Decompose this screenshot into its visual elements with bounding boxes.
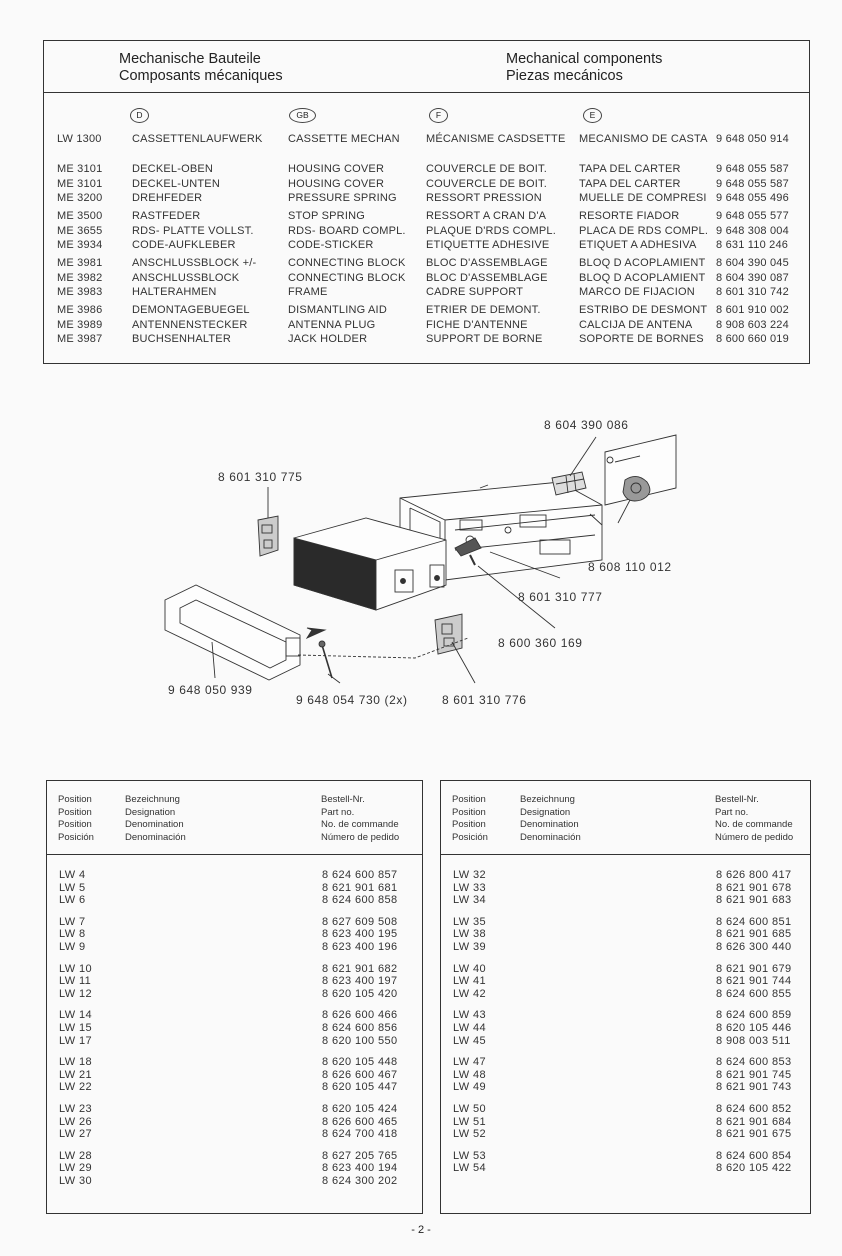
part-de: RASTFEDER (132, 210, 201, 222)
parts-col-en (288, 132, 400, 147)
part-en: CASSETTE MECHAN (288, 133, 400, 145)
header-text: Denomination (125, 819, 184, 830)
part-es: RESORTE FIADOR (579, 210, 680, 222)
table-row-position: LW 52 (453, 1128, 486, 1141)
connecting-block-drawing (552, 472, 586, 495)
table-row-part-no: 8 626 600 466 (322, 1009, 398, 1022)
part-fr: RESSORT A CRAN D'A (426, 210, 547, 222)
right-partno-column (716, 869, 792, 1175)
table-row-position: LW 51 (453, 1115, 486, 1128)
header-text: Posición (58, 831, 94, 843)
part-es: TAPA DEL CARTER (579, 177, 681, 190)
diagram-label: 8 601 310 775 (218, 470, 303, 484)
table-row-part-no: 8 624 600 858 (322, 894, 398, 907)
part-de: DECKEL-UNTEN (132, 177, 220, 190)
col-header-part-no (715, 794, 793, 844)
part-en: CONNECTING BLOCK (288, 271, 406, 284)
part-de: DREHFEDER (132, 192, 203, 204)
header-text: No. de commande (715, 819, 793, 830)
part-fr: ETRIER DE DEMONT. (426, 304, 541, 316)
diagram-label: 8 600 360 169 (498, 636, 583, 650)
header-text: Bezeichnung (520, 794, 575, 805)
table-row-part-no: 8 908 003 511 (716, 1034, 791, 1047)
part-nr: 9 648 055 587 (716, 177, 789, 190)
jack-holder-drawing (605, 435, 676, 523)
part-en: HOUSING COVER (288, 163, 385, 175)
part-nr: 9 648 055 577 (716, 210, 789, 222)
table-row-position: LW 4 (59, 869, 86, 881)
part-es: CALCIJA DE ANTENA (579, 318, 693, 331)
part-nr: 9 648 055 496 (716, 192, 789, 204)
table-row-position: LW 17 (59, 1034, 92, 1047)
part-de: DECKEL-OBEN (132, 163, 214, 175)
part-nr: 8 600 660 019 (716, 333, 789, 345)
table-row-position: LW 42 (453, 987, 486, 1000)
part-fr: FICHE D'ANTENNE (426, 318, 528, 331)
exploded-view-diagram (0, 380, 842, 720)
header-text: Número de pedido (715, 831, 794, 843)
left-position-column (59, 869, 92, 1187)
table-row-position: LW 41 (453, 975, 486, 988)
title-english: Mechanical components (506, 51, 663, 67)
part-nr: 8 604 390 087 (716, 271, 789, 284)
leader-line (570, 437, 596, 476)
part-es: BLOQ D ACOPLAMIENT (579, 257, 706, 269)
part-fr: BLOC D'ASSEMBLAGE (426, 257, 548, 269)
diagram-label: 8 601 310 777 (518, 590, 603, 604)
parts-table-left (46, 780, 423, 1214)
table-row-part-no: 8 621 901 681 (322, 881, 398, 894)
header-text: Posición (452, 831, 488, 843)
part-nr: 8 604 390 045 (716, 257, 789, 269)
table-row-position: LW 49 (453, 1081, 486, 1094)
leader-line (452, 642, 475, 683)
table-row-position: LW 29 (59, 1162, 92, 1175)
part-nr: 8 908 603 224 (716, 318, 789, 331)
part-es: MUELLE DE COMPRESI (579, 192, 707, 204)
col-header-part-no (321, 794, 399, 844)
header-text: Position (452, 819, 486, 830)
part-de: ANTENNENSTECKER (132, 318, 248, 331)
lang-badge-f: F (429, 108, 448, 123)
leader-line (328, 674, 340, 683)
part-pos: ME 3500 (57, 210, 103, 222)
part-fr: RESSORT PRESSION (426, 192, 542, 204)
table-row-position: LW 53 (453, 1149, 486, 1162)
parts-col-nr (716, 132, 789, 147)
header-text: Denominación (520, 831, 581, 843)
table-row-position: LW 23 (59, 1102, 92, 1115)
part-fr: BLOC D'ASSEMBLAGE (426, 271, 548, 284)
table-row-position: LW 6 (59, 894, 86, 907)
table-row-position: LW 47 (453, 1056, 486, 1069)
part-es: MECANISMO DE CASTA (579, 133, 708, 145)
table-row-position: LW 48 (453, 1068, 486, 1081)
header-text: No. de commande (321, 819, 399, 830)
diagram-label: 9 648 050 939 (168, 683, 253, 697)
title-french: Composants mécaniques (119, 68, 283, 84)
table-row-part-no: 8 624 600 851 (716, 915, 792, 928)
table-row-part-no: 8 621 901 682 (322, 962, 398, 975)
title-spanish: Piezas mecánicos (506, 68, 623, 84)
part-pos: ME 3101 (57, 163, 103, 175)
table-row-part-no: 8 624 600 852 (716, 1102, 792, 1115)
header-text: Position (58, 806, 92, 818)
table-row-part-no: 8 623 400 195 (322, 928, 398, 941)
part-es: MARCO DE FIJACION (579, 286, 695, 298)
parts-col-position (57, 132, 102, 147)
part-es: TAPA DEL CARTER (579, 163, 681, 175)
table-row-part-no: 8 620 105 420 (322, 987, 398, 1000)
table-divider (47, 854, 422, 855)
table-row-position: LW 54 (453, 1162, 486, 1175)
table-row-part-no: 8 620 105 448 (322, 1056, 398, 1069)
part-fr: ETIQUETTE ADHESIVE (426, 239, 550, 251)
header-text: Position (58, 819, 92, 830)
parts-group-position (57, 162, 102, 347)
table-row-position: LW 26 (59, 1115, 92, 1128)
col-header-position (58, 794, 94, 844)
insert-arrow-icon (307, 628, 325, 638)
header-text: Position (452, 794, 486, 805)
part-pos: ME 3986 (57, 304, 103, 316)
part-nr: 9 648 308 004 (716, 224, 789, 237)
diagram-label: 8 601 310 776 (442, 693, 527, 707)
table-row-position: LW 43 (453, 1009, 486, 1022)
part-pos: ME 3655 (57, 224, 103, 237)
col-header-designation (125, 794, 186, 844)
table-row-part-no: 8 624 600 859 (716, 1009, 792, 1022)
part-pos: ME 3934 (57, 239, 103, 251)
part-de: ANSCHLUSSBLOCK +/- (132, 257, 257, 269)
part-en: RDS- BOARD COMPL. (288, 224, 406, 237)
table-row-part-no: 8 624 300 202 (322, 1174, 398, 1187)
header-text: Denomination (520, 819, 579, 830)
table-row-part-no: 8 621 901 678 (716, 881, 792, 894)
part-fr: CADRE SUPPORT (426, 286, 524, 298)
table-row-part-no: 8 621 901 679 (716, 962, 792, 975)
table-row-position: LW 39 (453, 940, 486, 953)
table-row-position: LW 22 (59, 1081, 92, 1094)
page-number: - 2 - (411, 1224, 431, 1236)
table-row-position: LW 12 (59, 987, 92, 1000)
part-es: SOPORTE DE BORNES (579, 333, 704, 345)
part-de: CASSETTENLAUFWERK (132, 133, 263, 145)
table-row-part-no: 8 621 901 743 (716, 1081, 792, 1094)
table-row-position: LW 34 (453, 894, 486, 907)
part-de: RDS- PLATTE VOLLST. (132, 224, 254, 237)
part-nr: 9 648 055 587 (716, 163, 789, 175)
table-row-part-no: 8 626 300 440 (716, 940, 792, 953)
header-text: Position (58, 794, 92, 805)
parts-group-es (579, 162, 708, 347)
table-row-position: LW 32 (453, 869, 486, 881)
table-row-position: LW 8 (59, 928, 86, 941)
table-row-part-no: 8 621 901 685 (716, 928, 792, 941)
header-text: Bezeichnung (125, 794, 180, 805)
part-pos: ME 3981 (57, 257, 103, 269)
part-fr: COUVERCLE DE BOIT. (426, 163, 547, 175)
part-en: JACK HOLDER (288, 333, 368, 345)
header-text: Part no. (321, 806, 355, 818)
header-text: Bestell-Nr. (321, 794, 365, 805)
part-pos: ME 3982 (57, 271, 103, 284)
right-position-column (453, 869, 486, 1175)
table-row-position: LW 45 (453, 1034, 486, 1047)
table-divider (441, 854, 810, 855)
part-pos: ME 3989 (57, 318, 103, 331)
part-pos: ME 3987 (57, 333, 103, 345)
parts-group-en (288, 162, 406, 347)
part-es: ESTRIBO DE DESMONT (579, 304, 708, 316)
part-de: HALTERAHMEN (132, 286, 217, 298)
table-row-position: LW 11 (59, 975, 92, 988)
part-pos: ME 3101 (57, 177, 103, 190)
table-row-part-no: 8 621 901 684 (716, 1115, 792, 1128)
table-row-position: LW 14 (59, 1009, 92, 1022)
table-row-position: LW 15 (59, 1021, 92, 1034)
part-fr: PLAQUE D'RDS COMPL. (426, 224, 556, 237)
part-es: ETIQUET A ADHESIVA (579, 239, 697, 251)
table-row-position: LW 30 (59, 1174, 92, 1187)
screw-drawing (319, 641, 332, 678)
table-row-position: LW 28 (59, 1149, 92, 1162)
table-row-position: LW 40 (453, 962, 486, 975)
table-row-position: LW 44 (453, 1021, 486, 1034)
table-row-part-no: 8 623 400 197 (322, 975, 398, 988)
table-row-position: LW 9 (59, 940, 86, 953)
table-row-position: LW 10 (59, 962, 92, 975)
table-row-position: LW 21 (59, 1068, 92, 1081)
header-text: Part no. (715, 806, 749, 818)
part-fr: MÉCANISME CASDSETTE (426, 133, 566, 145)
left-partno-column (322, 869, 398, 1187)
table-row-part-no: 8 623 400 196 (322, 940, 398, 953)
table-row-part-no: 8 620 105 447 (322, 1081, 398, 1094)
table-row-part-no: 8 620 105 446 (716, 1021, 792, 1034)
parts-group-fr (426, 162, 556, 347)
header-text: Número de pedido (321, 831, 400, 843)
table-row-part-no: 8 624 600 856 (322, 1021, 398, 1034)
diagram-label: 8 608 110 012 (588, 560, 672, 574)
header-text: Designation (125, 806, 176, 818)
table-row-position: LW 38 (453, 928, 486, 941)
parts-col-fr (426, 132, 566, 147)
part-nr: 8 631 110 246 (716, 239, 789, 251)
table-row-part-no: 8 626 600 465 (322, 1115, 398, 1128)
table-row-part-no: 8 621 901 745 (716, 1068, 792, 1081)
part-en: DISMANTLING AID (288, 304, 387, 316)
table-row-part-no: 8 624 600 854 (716, 1149, 792, 1162)
col-header-position (452, 794, 488, 844)
parts-table-right (440, 780, 811, 1214)
part-de: ANSCHLUSSBLOCK (132, 271, 240, 284)
table-row-part-no: 8 624 600 855 (716, 987, 792, 1000)
part-nr: 8 601 910 002 (716, 304, 789, 316)
part-en: CONNECTING BLOCK (288, 257, 406, 269)
lang-badge-e: E (583, 108, 602, 123)
table-row-part-no: 8 623 400 194 (322, 1162, 398, 1175)
part-de: CODE-AUFKLEBER (132, 239, 236, 251)
part-en: FRAME (288, 286, 328, 298)
part-fr: COUVERCLE DE BOIT. (426, 177, 547, 190)
table-row-position: LW 35 (453, 915, 486, 928)
table-row-part-no: 8 621 901 744 (716, 975, 792, 988)
table-row-part-no: 8 620 105 422 (716, 1162, 792, 1175)
header-text: Denominación (125, 831, 186, 843)
lower-bracket-drawing (435, 614, 462, 654)
table-row-part-no: 8 627 609 508 (322, 915, 398, 928)
table-row-part-no: 8 624 600 853 (716, 1056, 792, 1069)
table-row-part-no: 8 626 800 417 (716, 869, 792, 881)
table-row-part-no: 8 624 700 418 (322, 1128, 398, 1141)
parts-col-es (579, 132, 708, 147)
table-row-position: LW 7 (59, 915, 86, 928)
col-header-designation (520, 794, 581, 844)
part-fr: SUPPORT DE BORNE (426, 333, 543, 345)
table-row-position: LW 33 (453, 881, 486, 894)
header-text: Designation (520, 806, 571, 818)
title-german: Mechanische Bauteile (119, 51, 261, 67)
parts-group-de (132, 162, 256, 347)
part-en: ANTENNA PLUG (288, 318, 376, 331)
header-text: Position (452, 806, 486, 818)
table-row-part-no: 8 620 105 424 (322, 1102, 398, 1115)
table-row-position: LW 50 (453, 1102, 486, 1115)
part-de: DEMONTAGEBUEGEL (132, 304, 250, 316)
table-row-position: LW 5 (59, 881, 86, 894)
table-row-part-no: 8 621 901 683 (716, 894, 792, 907)
part-de: BUCHSENHALTER (132, 333, 231, 345)
header-divider (44, 92, 809, 93)
diagram-label: 9 648 054 730 (2x) (296, 693, 408, 707)
lang-badge-d: D (130, 108, 149, 123)
part-pos: LW 1300 (57, 133, 102, 145)
table-row-position: LW 18 (59, 1056, 92, 1069)
part-es: PLACA DE RDS COMPL. (579, 224, 709, 237)
part-en: CODE-STICKER (288, 239, 374, 251)
part-es: BLOQ D ACOPLAMIENT (579, 271, 706, 284)
table-row-part-no: 8 620 100 550 (322, 1034, 398, 1047)
front-frame-drawing (165, 585, 300, 680)
parts-col-de (132, 132, 263, 147)
part-en: HOUSING COVER (288, 177, 385, 190)
table-row-part-no: 8 624 600 857 (322, 869, 398, 881)
table-row-part-no: 8 626 600 467 (322, 1068, 398, 1081)
table-row-part-no: 8 627 205 765 (322, 1149, 398, 1162)
diagram-label: 8 604 390 086 (544, 418, 629, 432)
part-pos: ME 3200 (57, 192, 103, 204)
part-en: STOP SPRING (288, 210, 365, 222)
part-nr: 8 601 310 742 (716, 286, 789, 298)
parts-group-nr (716, 162, 789, 347)
part-pos: ME 3983 (57, 286, 103, 298)
header-text: Bestell-Nr. (715, 794, 759, 805)
table-row-position: LW 27 (59, 1128, 92, 1141)
part-en: PRESSURE SPRING (288, 192, 397, 204)
components-box (43, 40, 810, 364)
bracket-drawing (258, 516, 278, 556)
table-row-part-no: 8 621 901 675 (716, 1128, 792, 1141)
lang-badge-gb: GB (289, 108, 316, 123)
part-nr: 9 648 050 914 (716, 133, 789, 145)
